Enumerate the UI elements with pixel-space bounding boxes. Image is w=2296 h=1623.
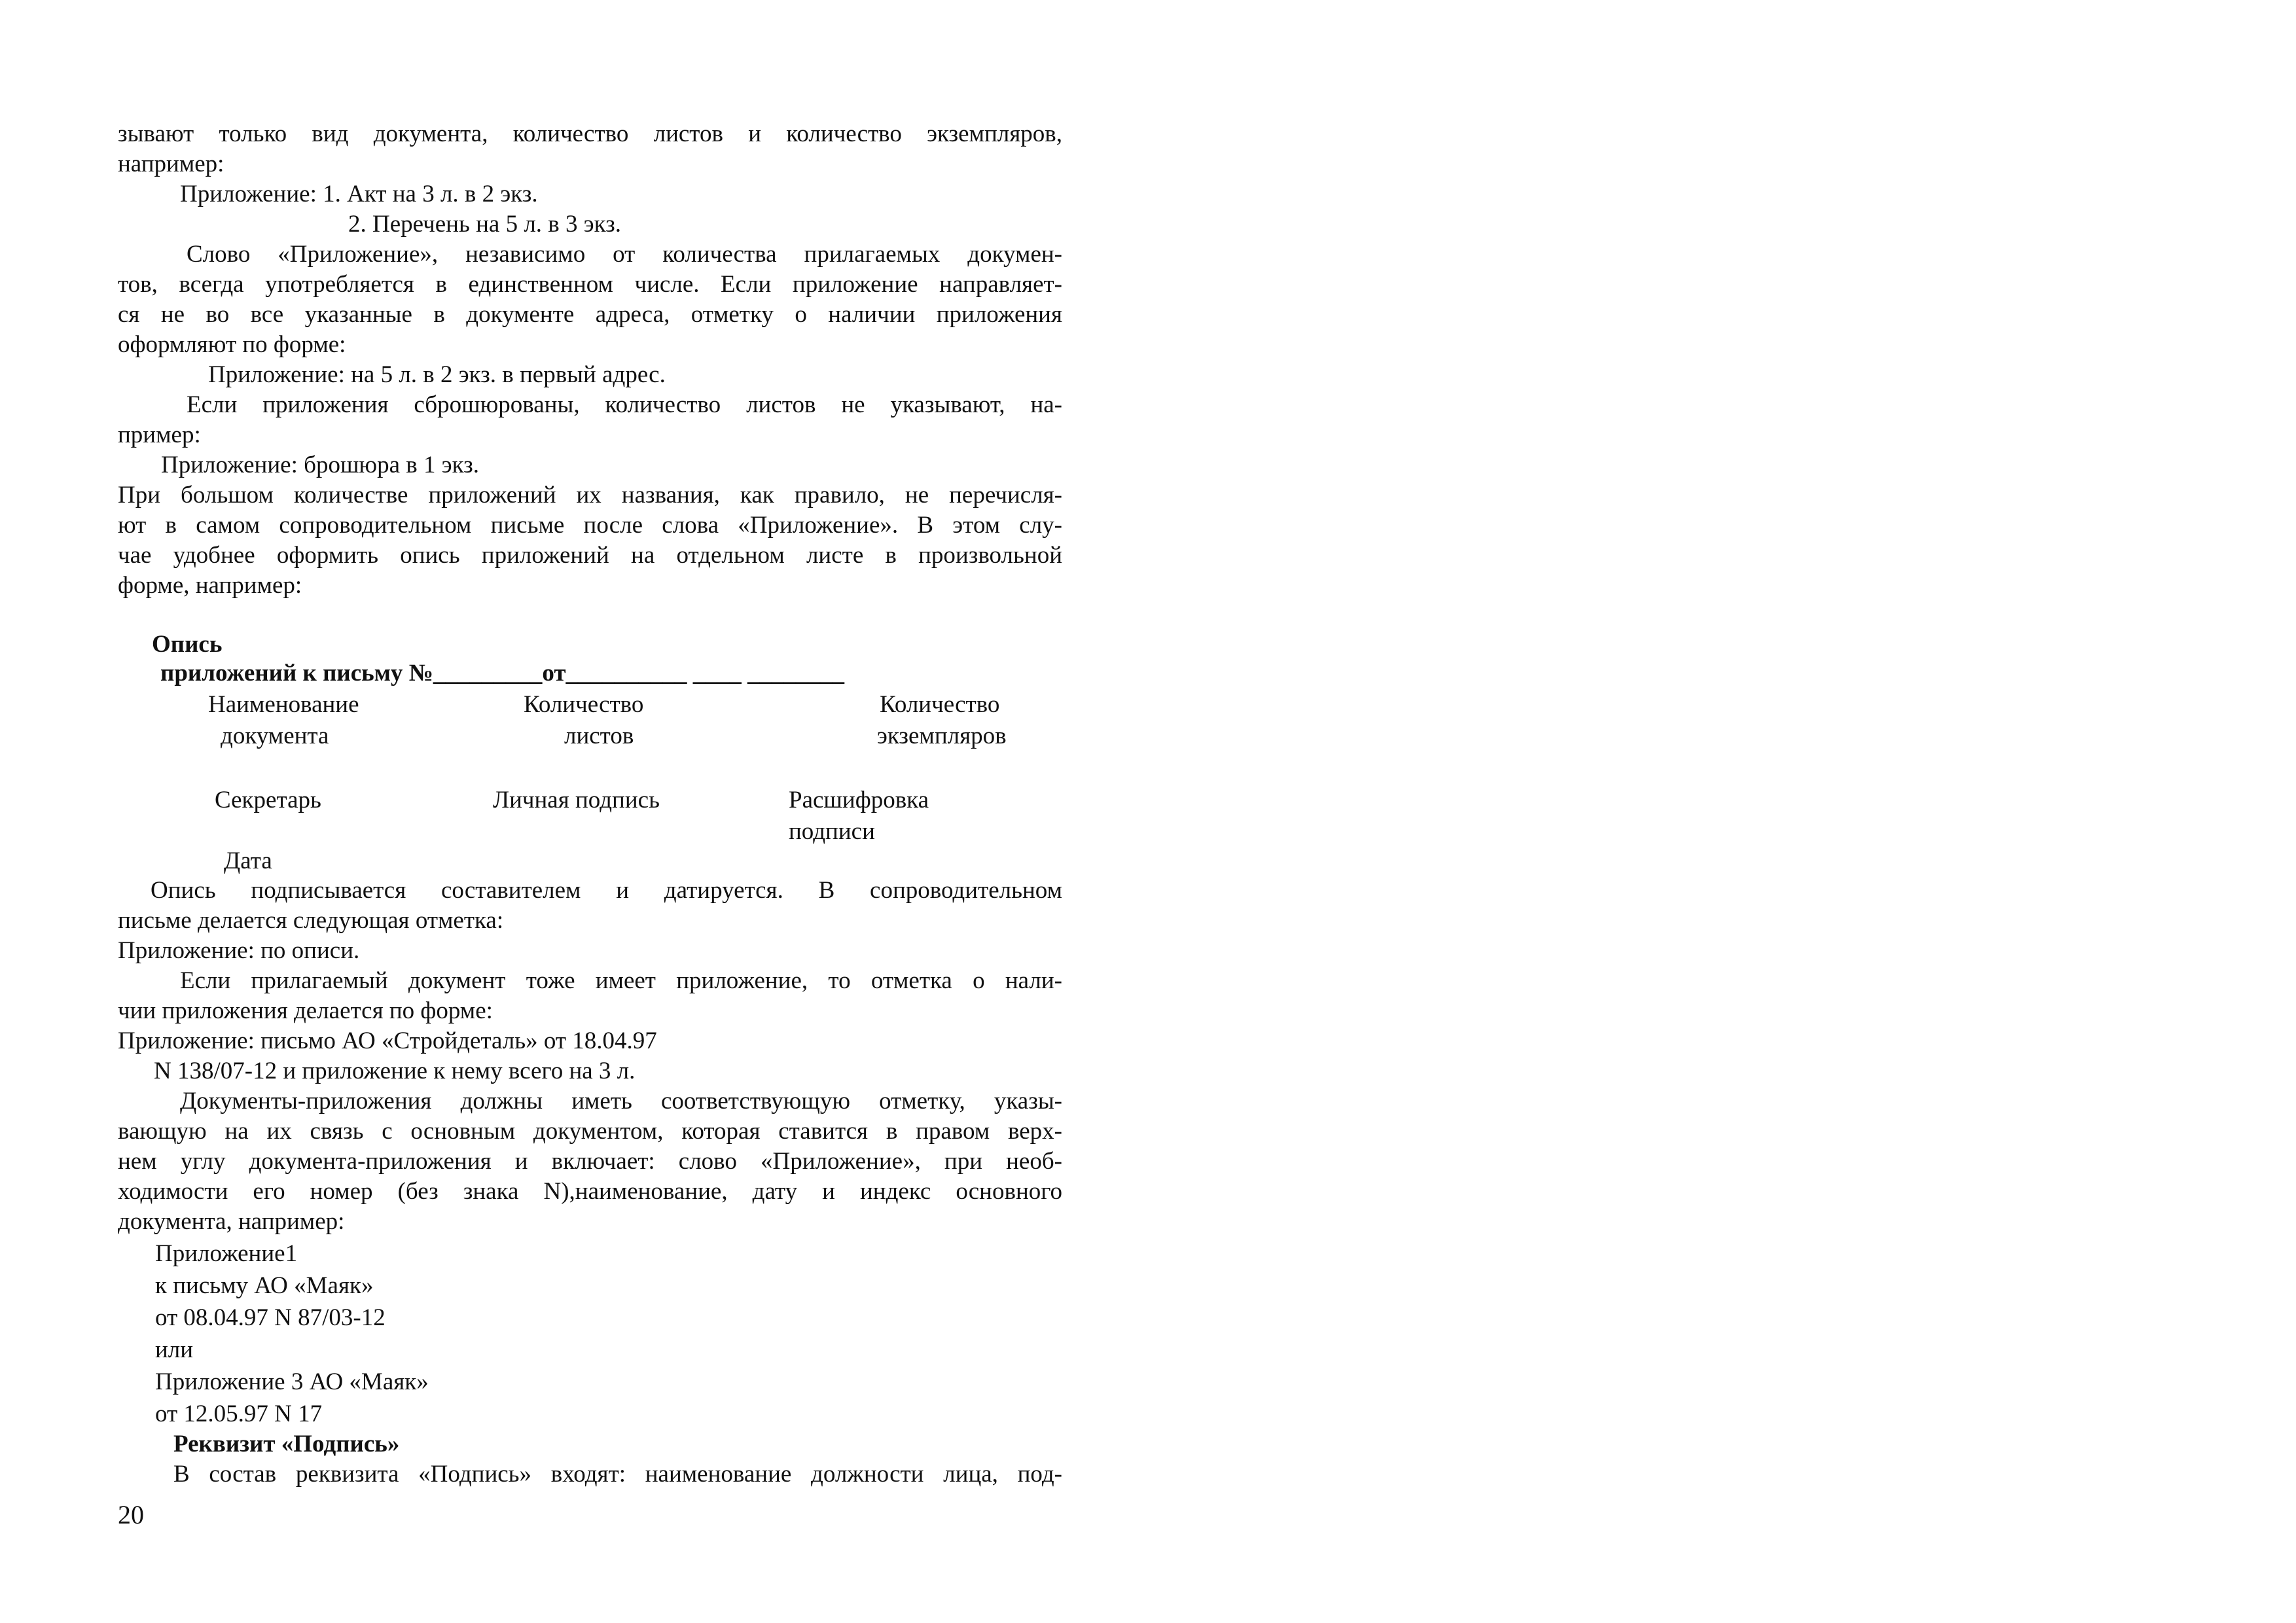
text-line: Если прилагаемый документ тоже имеет приложение, то отметка о нали- <box>180 967 1062 994</box>
text-line: Приложение: по описи. <box>118 937 360 964</box>
text-line: форме, например: <box>118 572 302 599</box>
example-line: к письму АО «Маяк» <box>155 1272 374 1299</box>
example-line: от 08.04.97 N 87/03-12 <box>155 1304 386 1331</box>
text-line: документа, например: <box>118 1208 345 1235</box>
text-line: Приложение: брошюра в 1 экз. <box>161 452 479 478</box>
text-line: ют в самом сопроводительном письме после слова «Приложение». В этом слу- <box>118 512 1062 539</box>
text-line: При большом количестве приложений их названия, как правило, не перечисля- <box>118 482 1062 508</box>
text-line: Приложение: 1. Акт на 3 л. в 2 экз. <box>180 181 538 207</box>
text-line: N 138/07-12 и приложение к нему всего на 3 л. <box>154 1058 636 1084</box>
text-line: пример: <box>118 421 201 448</box>
signature-role: Секретарь <box>215 787 321 813</box>
page-number: 20 <box>118 1500 144 1529</box>
signature-decode: подписи <box>789 818 875 845</box>
text-line: зывают только вид документа, количество листов и количество экземпляров, <box>118 120 1062 147</box>
text-line: нем углу документа-приложения и включает: слово «Приложение», при необ- <box>118 1148 1062 1175</box>
text-line: Документы-приложения должны иметь соответствующую отметку, указы- <box>180 1088 1062 1115</box>
text-line: письме делается следующая отметка: <box>118 907 504 934</box>
column-header: Количество <box>880 691 1000 718</box>
text-line: Приложение: на 5 л. в 2 экз. в первый адрес. <box>208 361 666 388</box>
text-line: вающую на их связь с основным документом, которая ставится в правом верх- <box>118 1118 1062 1145</box>
text-line: Если приложения сброшюрованы, количество листов не указывают, на- <box>187 391 1062 418</box>
text-line: 2. Перечень на 5 л. в 3 экз. <box>348 211 621 238</box>
column-header: документа <box>221 722 329 749</box>
example-line: Приложение 3 АО «Маяк» <box>155 1368 429 1395</box>
signature-decode: Расшифровка <box>789 787 929 813</box>
column-header: листов <box>564 722 634 749</box>
signature-label: Личная подпись <box>493 787 660 813</box>
example-line: или <box>155 1336 194 1363</box>
text-line: Слово «Приложение», независимо от количества прилагаемых докумен- <box>187 241 1062 268</box>
date-label: Дата <box>224 847 272 874</box>
column-header: Наименование <box>208 691 359 718</box>
example-line: Приложение1 <box>155 1240 298 1267</box>
section-heading: Реквизит «Подпись» <box>173 1431 400 1457</box>
text-line: Приложение: письмо АО «Стройдеталь» от 18.04.97 <box>118 1027 657 1054</box>
inventory-subtitle: приложений к письму №_________от__________ ____ ________ <box>160 660 845 687</box>
text-line: ходимости его номер (без знака N),наименование, дату и индекс основного <box>118 1178 1062 1205</box>
column-header: экземпляров <box>877 722 1007 749</box>
text-line: оформляют по форме: <box>118 331 346 358</box>
column-header: Количество <box>524 691 644 718</box>
text-line: В состав реквизита «Подпись» входят: наименование должности лица, под- <box>173 1461 1062 1488</box>
inventory-title: Опись <box>152 631 223 658</box>
text-line: ся не во все указанные в документе адреса, отметку о наличии приложения <box>118 301 1062 328</box>
text-line: Опись подписывается составителем и датируется. В сопроводительном <box>151 877 1062 904</box>
text-line: например: <box>118 151 224 177</box>
text-line: чии приложения делается по форме: <box>118 997 493 1024</box>
text-line: тов, всегда употребляется в единственном числе. Если приложение направляет- <box>118 271 1062 298</box>
text-line: чае удобнее оформить опись приложений на отдельном листе в произвольной <box>118 542 1062 569</box>
example-line: от 12.05.97 N 17 <box>155 1400 323 1427</box>
